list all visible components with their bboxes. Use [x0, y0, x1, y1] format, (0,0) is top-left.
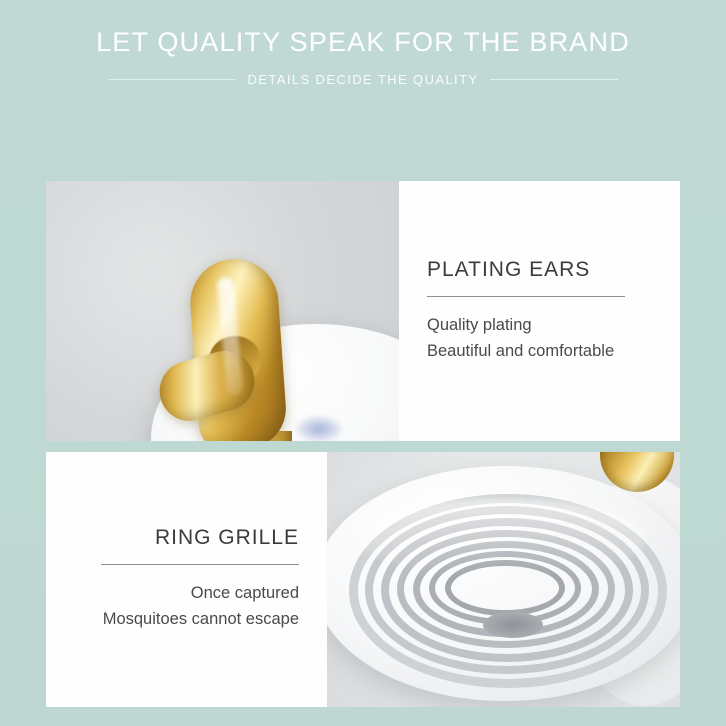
feature-title: RING GRILLE	[154, 526, 299, 550]
feature-text-ring-grille	[46, 452, 327, 707]
blue-led-glow	[296, 416, 342, 441]
subtitle-rule-left	[108, 79, 236, 80]
feature-line-2: Mosquitoes cannot escape	[102, 610, 299, 628]
subtitle-row	[0, 72, 726, 87]
feature-divider	[101, 564, 299, 565]
funnel-core	[483, 612, 543, 638]
feature-divider	[427, 296, 625, 297]
ring-grille-stack	[349, 494, 661, 674]
feature-line-2: Beautiful and comfortable	[427, 341, 615, 360]
feature-line-1: Once captured	[190, 584, 299, 603]
page-title: LET QUALITY SPEAK FOR THE BRAND	[96, 27, 630, 57]
feature-card-plating-ears	[46, 181, 680, 441]
feature-title: PLATING EARS	[427, 257, 591, 281]
feature-card-ring-grille	[46, 452, 680, 707]
banner-header	[0, 0, 726, 87]
grille-ring-7	[445, 560, 565, 616]
feature-line-1: Quality plating	[427, 315, 532, 334]
subtitle-rule-right	[490, 79, 618, 80]
page-subtitle: DETAILS DECIDE THE QUALITY	[247, 72, 479, 88]
ring-grille-funnel-photo	[327, 452, 680, 707]
feature-text-plating-ears	[399, 181, 680, 441]
gold-plated-heart-ears-photo	[46, 181, 399, 441]
